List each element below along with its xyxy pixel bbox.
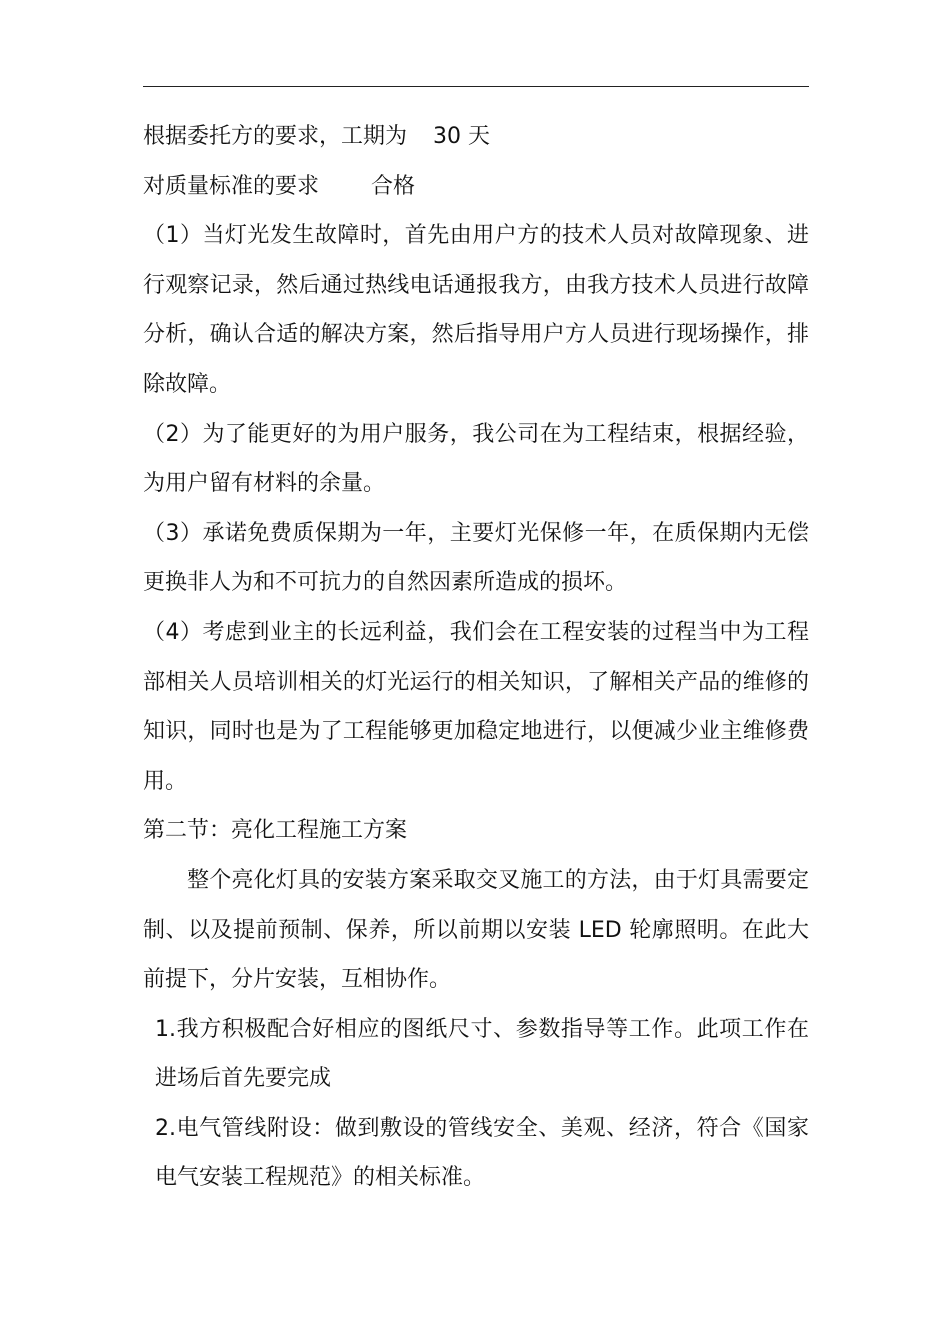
paragraph-2: （2）为了能更好的为用户服务，我公司在为工程结束，根据经验，为用户留有材料的余量。 (143, 421, 809, 497)
paragraph-1: （1）当灯光发生故障时，首先由用户方的技术人员对故障现象、进行观察记录，然后通过热线电话通报我方，由我方技术人员进行故障分析，确认合适的解决方案，然后指导用户方人员进行现场操作，排除故障。 (143, 223, 809, 397)
schedule-label: 根据委托方的要求，工期为 (143, 124, 408, 149)
document-body (143, 112, 809, 1203)
numbered-item-1: 1.我方积极配合好相应的图纸尺寸、参数指导等工作。此项工作在进场后首先要完成 (155, 1016, 809, 1092)
quality-label: 对质量标准的要求 (143, 173, 320, 199)
quality-value: 合格 (371, 173, 416, 199)
paragraph-3: （3）承诺免费质保期为一年，主要灯光保修一年，在质保期内无偿更换非人为和不可抗力的自然因素所造成的损坏。 (143, 520, 809, 596)
numbered-item-2: 2.电气管线附设：做到敷设的管线安全、美观、经济，符合《国家电气安装工程规范》的相关标准。 (155, 1115, 809, 1191)
schedule-value: 30 天 (433, 124, 491, 149)
section-intro: 整个亮化灯具的安装方案采取交叉施工的方法，由于灯具需要定制、以及提前预制、保养，所以前期以安装 LED 轮廓照明。在此大前提下，分片安装，互相协作。 (143, 867, 809, 993)
section-heading: 第二节：亮化工程施工方案 (143, 818, 408, 844)
schedule-line (143, 112, 809, 162)
quality-line (143, 162, 809, 212)
header-rule (143, 86, 809, 87)
paragraph-4: （4）考虑到业主的长远利益，我们会在工程安装的过程当中为工程部相关人员培训相关的灯光运行的相关知识，了解相关产品的维修的知识，同时也是为了工程能够更加稳定地进行，以便减少业主维修费用。 (143, 619, 809, 794)
